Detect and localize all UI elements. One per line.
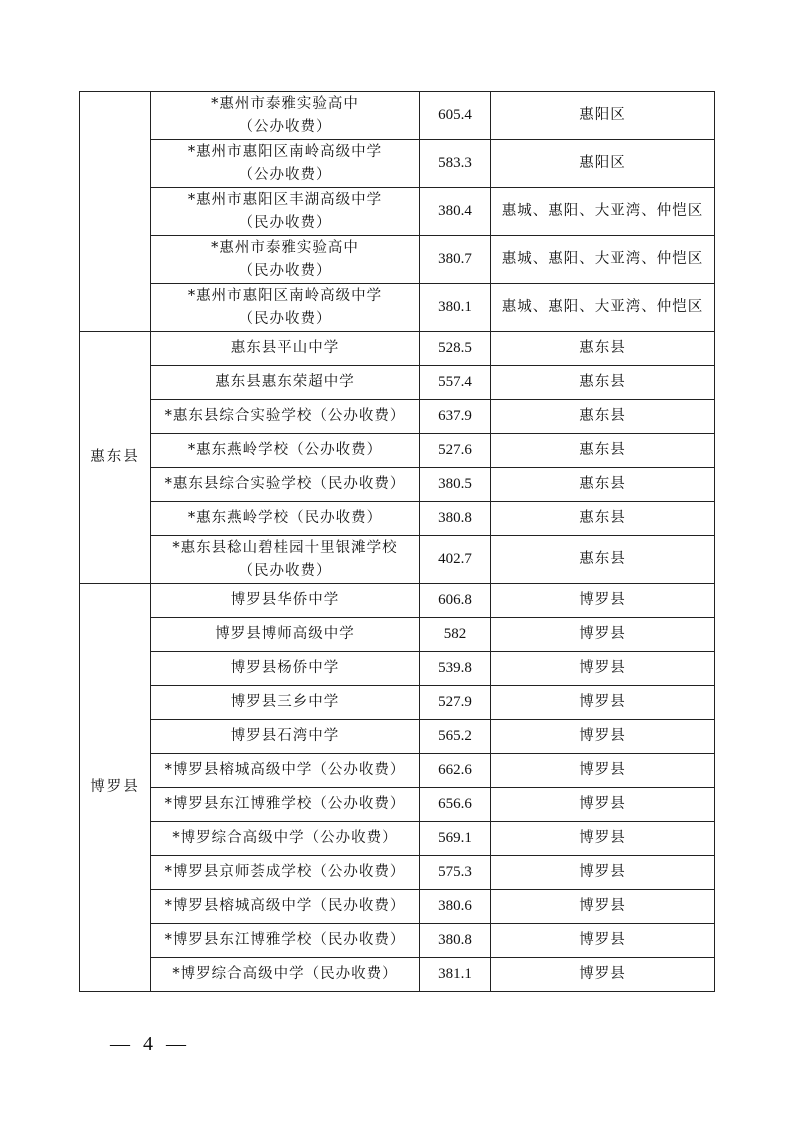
- school-cell: [151, 468, 420, 502]
- score-cell: 528.5: [420, 332, 491, 366]
- page-number: — 4 —: [110, 1033, 190, 1055]
- area-cell: 惠东县: [491, 332, 715, 366]
- area-cell: 惠城、惠阳、大亚湾、仲恺区: [491, 188, 715, 236]
- score-cell: 380.5: [420, 468, 491, 502]
- school-name-line: *博罗县东江博雅学校（公办收费）: [164, 796, 406, 812]
- area-cell: 惠东县: [491, 400, 715, 434]
- score-cell: 557.4: [420, 366, 491, 400]
- score-cell: 637.9: [420, 400, 491, 434]
- school-name-line: 惠东县平山中学: [230, 340, 340, 356]
- table-row: [80, 958, 715, 992]
- area-cell: 博罗县: [491, 618, 715, 652]
- area-cell: 博罗县: [491, 754, 715, 788]
- school-cell: [151, 686, 420, 720]
- score-cell: 380.1: [420, 284, 491, 332]
- table-row: [80, 188, 715, 236]
- school-cell: [151, 618, 420, 652]
- school-cell: [151, 856, 420, 890]
- school-name-line: 博罗县博师高级中学: [215, 626, 355, 642]
- score-cell: 565.2: [420, 720, 491, 754]
- area-cell: 惠东县: [491, 502, 715, 536]
- score-cell: 606.8: [420, 584, 491, 618]
- area-cell: 博罗县: [491, 720, 715, 754]
- area-cell: 博罗县: [491, 822, 715, 856]
- area-cell: 博罗县: [491, 686, 715, 720]
- score-cell: 569.1: [420, 822, 491, 856]
- school-cell: [151, 536, 420, 584]
- district-cell: [80, 92, 151, 332]
- school-name-line: *博罗综合高级中学（公办收费）: [172, 830, 398, 846]
- score-cell: 527.9: [420, 686, 491, 720]
- area-cell: 惠城、惠阳、大亚湾、仲恺区: [491, 284, 715, 332]
- school-name-line: 博罗县华侨中学: [230, 592, 340, 608]
- table-row: [80, 468, 715, 502]
- table-row: [80, 536, 715, 584]
- school-name-line: （民办收费）: [238, 214, 332, 231]
- school-name-line: *惠东县稔山碧桂园十里银滩学校: [172, 539, 398, 556]
- score-cell: 662.6: [420, 754, 491, 788]
- area-cell: 惠东县: [491, 366, 715, 400]
- area-cell: 惠东县: [491, 434, 715, 468]
- area-cell: 惠东县: [491, 468, 715, 502]
- school-name-line: *惠州市泰雅实验高中: [211, 239, 359, 256]
- area-cell: 惠城、惠阳、大亚湾、仲恺区: [491, 236, 715, 284]
- school-cell: [151, 720, 420, 754]
- school-cell: [151, 584, 420, 618]
- area-cell: 博罗县: [491, 924, 715, 958]
- score-cell: 539.8: [420, 652, 491, 686]
- school-name-line: *惠州市惠阳区南岭高级中学: [187, 143, 383, 160]
- school-cell: [151, 822, 420, 856]
- table-row: [80, 140, 715, 188]
- school-cell: [151, 434, 420, 468]
- table-row: [80, 652, 715, 686]
- score-cell: 380.8: [420, 502, 491, 536]
- area-cell: 博罗县: [491, 584, 715, 618]
- area-cell: 博罗县: [491, 890, 715, 924]
- school-name-line: （公办收费）: [238, 118, 332, 135]
- area-cell: 惠东县: [491, 536, 715, 584]
- table-row: [80, 856, 715, 890]
- school-name-line: *惠州市惠阳区南岭高级中学: [187, 287, 383, 304]
- area-cell: 博罗县: [491, 788, 715, 822]
- table-row: [80, 754, 715, 788]
- school-cell: [151, 92, 420, 140]
- table-row: [80, 924, 715, 958]
- school-name-line: *博罗县京师荟成学校（公办收费）: [164, 864, 406, 880]
- table-row: [80, 284, 715, 332]
- score-cell: 380.7: [420, 236, 491, 284]
- table-body: [80, 92, 715, 992]
- school-name-line: *惠东燕岭学校（民办收费）: [187, 510, 383, 526]
- school-cell: [151, 332, 420, 366]
- table-row: [80, 434, 715, 468]
- school-name-line: 博罗县石湾中学: [230, 728, 340, 744]
- school-name-line: *惠东燕岭学校（公办收费）: [187, 442, 383, 458]
- area-cell: 博罗县: [491, 856, 715, 890]
- school-cell: [151, 366, 420, 400]
- school-cell: [151, 400, 420, 434]
- school-name-line: *博罗县榕城高级中学（民办收费）: [164, 898, 406, 914]
- score-cell: 605.4: [420, 92, 491, 140]
- school-name-line: *惠东县综合实验学校（公办收费）: [164, 408, 406, 424]
- district-cell: 惠东县: [80, 332, 151, 584]
- table-row: [80, 788, 715, 822]
- table-row: [80, 502, 715, 536]
- table-row: [80, 686, 715, 720]
- admission-score-table: [79, 91, 715, 992]
- school-name-line: *博罗县榕城高级中学（公办收费）: [164, 762, 406, 778]
- school-cell: [151, 236, 420, 284]
- school-name-line: *惠州市泰雅实验高中: [211, 95, 359, 112]
- table-row: [80, 720, 715, 754]
- table-row: [80, 366, 715, 400]
- school-name-line: （民办收费）: [238, 562, 332, 579]
- score-cell: 583.3: [420, 140, 491, 188]
- score-cell: 380.6: [420, 890, 491, 924]
- school-name-line: 博罗县杨侨中学: [230, 660, 340, 676]
- score-cell: 381.1: [420, 958, 491, 992]
- score-cell: 575.3: [420, 856, 491, 890]
- school-cell: [151, 754, 420, 788]
- table-row: [80, 584, 715, 618]
- table-row: [80, 822, 715, 856]
- score-cell: 656.6: [420, 788, 491, 822]
- area-cell: 惠阳区: [491, 140, 715, 188]
- score-cell: 582: [420, 618, 491, 652]
- school-cell: [151, 788, 420, 822]
- area-cell: 博罗县: [491, 958, 715, 992]
- district-cell: 博罗县: [80, 584, 151, 992]
- school-cell: [151, 188, 420, 236]
- school-name-line: *惠东县综合实验学校（民办收费）: [164, 476, 406, 492]
- score-cell: 380.8: [420, 924, 491, 958]
- table-row: [80, 400, 715, 434]
- school-cell: [151, 140, 420, 188]
- school-name-line: （民办收费）: [238, 262, 332, 279]
- school-cell: [151, 924, 420, 958]
- school-cell: [151, 502, 420, 536]
- area-cell: 惠阳区: [491, 92, 715, 140]
- school-name-line: *惠州市惠阳区丰湖高级中学: [187, 191, 383, 208]
- school-cell: [151, 652, 420, 686]
- school-name-line: *博罗综合高级中学（民办收费）: [172, 966, 398, 982]
- school-cell: [151, 958, 420, 992]
- school-name-line: *博罗县东江博雅学校（民办收费）: [164, 932, 406, 948]
- area-cell: 博罗县: [491, 652, 715, 686]
- table-row: [80, 332, 715, 366]
- score-cell: 402.7: [420, 536, 491, 584]
- score-cell: 380.4: [420, 188, 491, 236]
- table-row: [80, 618, 715, 652]
- school-name-line: 博罗县三乡中学: [230, 694, 340, 710]
- school-cell: [151, 890, 420, 924]
- table-row: [80, 236, 715, 284]
- table-row: [80, 890, 715, 924]
- school-name-line: （民办收费）: [238, 310, 332, 327]
- school-cell: [151, 284, 420, 332]
- school-name-line: 惠东县惠东荣超中学: [215, 374, 355, 390]
- score-cell: 527.6: [420, 434, 491, 468]
- table-row: [80, 92, 715, 140]
- school-name-line: （公办收费）: [238, 166, 332, 183]
